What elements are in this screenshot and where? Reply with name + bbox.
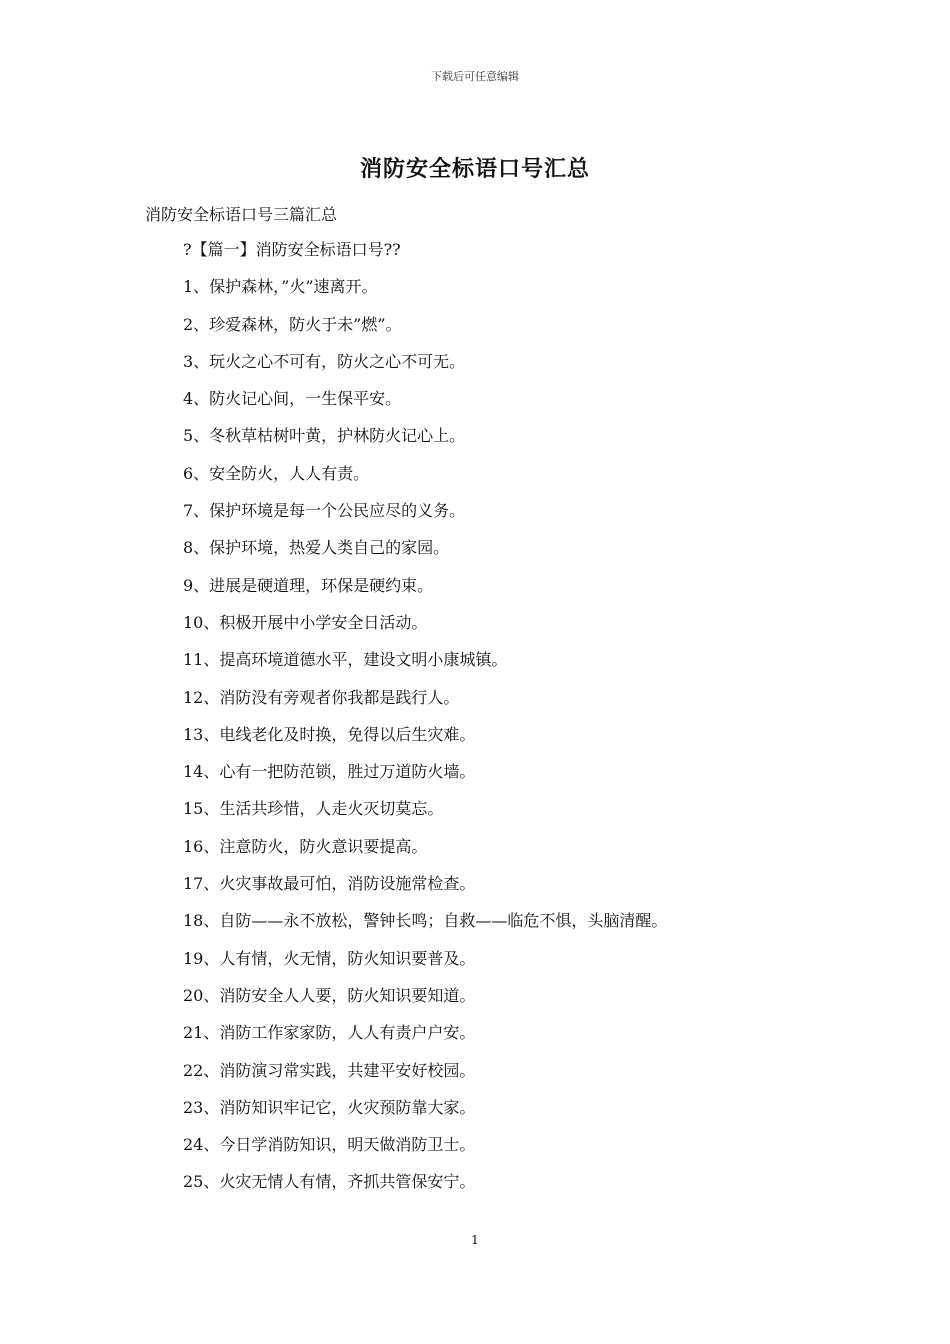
slogan-line: 9、进展是硬道理，环保是硬约束。 — [183, 575, 434, 595]
slogan-line: 15、生活共珍惜，人走火灭切莫忘。 — [183, 799, 444, 819]
slogan-line: 3、玩火之心不可有，防火之心不可无。 — [183, 351, 466, 371]
slogan-line: 12、消防没有旁观者你我都是践行人。 — [183, 687, 460, 707]
slogan-line: 18、自防——永不放松，警钟长鸣；自救——临危不惧，头脑清醒。 — [183, 911, 668, 931]
slogan-line: 22、消防演习常实践，共建平安好校园。 — [183, 1060, 476, 1080]
slogan-list — [183, 240, 667, 1210]
slogan-line: 14、心有一把防范锁，胜过万道防火墙。 — [183, 762, 476, 782]
slogan-line: 4、防火记心间，一生保平安。 — [183, 389, 402, 409]
slogan-line: 17、火灾事故最可怕，消防设施常检查。 — [183, 874, 476, 894]
slogan-line: 21、消防工作家家防，人人有责户户安。 — [183, 1023, 476, 1043]
slogan-line: 23、消防知识牢记它，火灾预防靠大家。 — [183, 1097, 476, 1117]
slogan-line: 6、安全防火，人人有责。 — [183, 463, 370, 483]
slogan-line: 16、注意防火，防火意识要提高。 — [183, 836, 428, 856]
slogan-line: 10、积极开展中小学安全日活动。 — [183, 612, 428, 632]
slogan-line: 24、今日学消防知识，明天做消防卫士。 — [183, 1135, 476, 1155]
slogan-line: 19、人有情，火无情，防火知识要普及。 — [183, 948, 476, 968]
section-heading: ?【篇一】消防安全标语口号?? — [183, 240, 401, 259]
slogan-line: 2、珍爱森林，防火于未”燃”。 — [183, 314, 402, 334]
slogan-line: 20、消防安全人人要，防火知识要知道。 — [183, 985, 476, 1005]
slogan-line: 11、提高环境道德水平，建设文明小康城镇。 — [183, 650, 508, 670]
document-title: 消防安全标语口号汇总 — [359, 156, 590, 182]
header-note: 下载后可任意编辑 — [431, 70, 519, 83]
slogan-line: 13、电线老化及时换，免得以后生灾难。 — [183, 724, 476, 744]
slogan-line: 1、保护森林，”火”速离开。 — [183, 277, 378, 297]
page-number: 1 — [471, 1233, 479, 1247]
document-subtitle: 消防安全标语口号三篇汇总 — [145, 205, 338, 224]
slogan-line: 8、保护环境，热爱人类自己的家园。 — [183, 538, 450, 558]
slogan-line: 25、火灾无情人有情，齐抓共管保安宁。 — [183, 1172, 476, 1192]
slogan-line: 7、保护环境是每一个公民应尽的义务。 — [183, 501, 466, 521]
slogan-line: 5、冬秋草枯树叶黄，护林防火记心上。 — [183, 426, 466, 446]
